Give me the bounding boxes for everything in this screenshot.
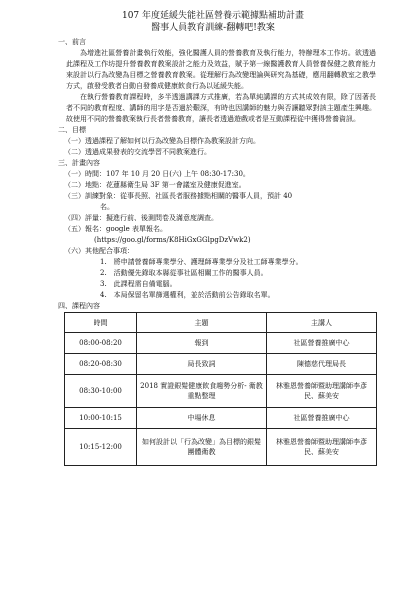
cell-speaker: 陳德慈代理局長: [267, 354, 377, 375]
table-row: [65, 408, 377, 429]
plan-time: （一）時間：107 年 10 月 20 日(六) 上午 08:30-17:30。: [64, 170, 250, 178]
cell-topic: 2018 實證銀髮健康飲食趨勢分析- 衛教重點整理: [137, 375, 267, 408]
table-row: [65, 429, 377, 466]
header-time: 時間: [65, 313, 137, 333]
table-row: [65, 333, 377, 354]
cell-time: 08:20-08:30: [65, 354, 137, 375]
note-item-1: 1. 將申請營養師專業學分、護理師專業學分及社工師專業學分。: [100, 258, 303, 266]
header-speaker: 主講人: [267, 313, 377, 333]
note-item-4: 4. 本局保留名單篩選權利，並於活動前公告錄取名單。: [100, 291, 275, 299]
cell-topic: 如何設計以「行為改變」為目標的銀髮團體衛教: [137, 429, 267, 466]
goal-item-2: （二）透過成果發表的交流學習不同教案進行。: [64, 148, 211, 156]
table-header-row: [65, 313, 377, 333]
cell-speaker: 林雅恩營養師暨助理講師李彥民、蘇美安: [267, 375, 377, 408]
preface-paragraph-2: 在執行營養教育課程時，多半透過講課方式推廣，若為單純講課的方式其成效有限，除了因著長者不同的教育程度、講師的用字是否過於艱深，有時也因講師的魅力與否讓聽眾對該主題產生興趣。故使用不同的營養教案執行長者營養教育，讓長者透過遊戲或者是互動課程從中獲得營養資訊。: [66, 93, 376, 123]
cell-time: 08:00-08:20: [65, 333, 137, 354]
cell-time: 10:15-12:00: [65, 429, 137, 466]
cell-speaker: 社區營養推廣中心: [267, 333, 377, 354]
plan-evaluation: （四）評量：擬進行前、後測問卷及滿意度調查。: [64, 214, 218, 222]
schedule-table: [64, 312, 377, 466]
cell-topic: 局長致詞: [137, 354, 267, 375]
cell-time: 08:30-10:00: [65, 375, 137, 408]
note-item-3: 3. 此課程需自備電腦。: [100, 280, 177, 288]
goal-item-1: （一）透過課程了解如何以行為改變為目標作為教案設計方向。: [64, 137, 260, 145]
section-heading-plan: 三、計畫內容: [58, 159, 100, 167]
plan-target: （三）訓練對象：從事長照、社區長者服務據點相關的醫事人員，預計 40: [64, 192, 293, 200]
plan-signup: （五）報名：google 表單報名。: [64, 225, 167, 233]
section-heading-goals: 二、目標: [58, 126, 86, 134]
table-row: [65, 375, 377, 408]
cell-speaker: 社區營養推廣中心: [267, 408, 377, 429]
cell-speaker: 林雅恩營養師暨助理講師李彥民、蘇美安: [267, 429, 377, 466]
table-row: [65, 354, 377, 375]
plan-place: （二）地點：花蓮縣衛生局 3F 第一會議室及健康促進室。: [64, 181, 246, 189]
note-item-2: 2. 活動優先錄取本縣從事社區相關工作的醫事人員。: [100, 269, 268, 277]
cell-topic: 中場休息: [137, 408, 267, 429]
document-title-line2: 醫事人員教育訓練-翻轉吧!教案: [151, 23, 275, 33]
signup-url: (https://goo.gl/forms/K8HiGxGGlpgDzVwk2): [94, 236, 251, 244]
plan-target-continued: 名。: [100, 203, 114, 211]
header-topic: 主題: [137, 313, 267, 333]
section-heading-schedule: 四、課程內容: [58, 302, 100, 310]
section-heading-preface: 一、前言: [58, 38, 86, 46]
plan-other: （六）其他配合事項：: [64, 247, 134, 255]
cell-topic: 報到: [137, 333, 267, 354]
preface-paragraph-1: 為增進社區營養計畫執行效能，強化醫護人員的營養教育及執行能力，特辦理本工作坊。欲透過此課程及工作坊提升營養教育教案設計之能力及效益，賦予第一線醫護教育人員營養保健之教育能力來設計以行為改變為目標之營養教育教案。從理解行為改變理論與研究為基礎，應用翻轉教室之教學方式，啟發受教者自動自發養成健康飲食行為以延緩失能。: [66, 49, 376, 90]
document-title-line1: 107 年度延緩失能社區營養示範據點補助計畫: [121, 11, 305, 21]
cell-time: 10:00-10:15: [65, 408, 137, 429]
